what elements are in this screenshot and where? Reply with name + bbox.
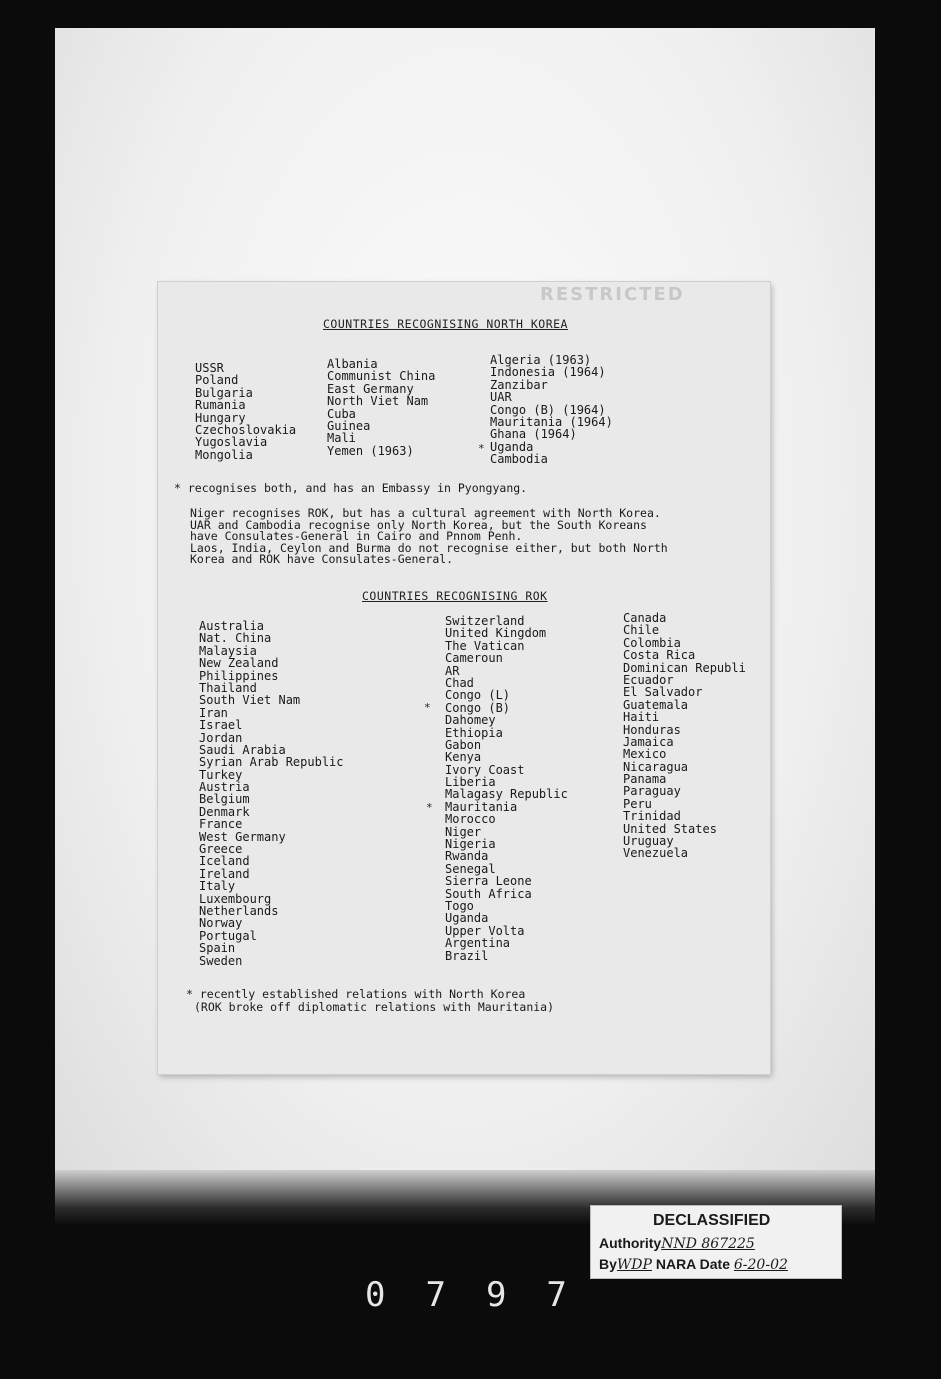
nara-date-label: NARA Date [655,1256,730,1272]
country-name: Uganda [490,439,534,454]
country-name: Belgium [199,792,250,807]
country-name: Dahomey [445,713,496,728]
country-name: Ecuador [623,672,674,687]
country-name: Ivory Coast [445,762,525,777]
congo-b-asterisk: * [424,701,431,714]
by-label: By [599,1256,617,1272]
country-name: Trinidad [623,809,681,824]
country-name: Malagasy Republic [445,787,568,802]
country-name: Jordan [199,730,243,745]
country-name: Congo (B) [445,700,511,715]
country-name: United Kingdom [445,626,547,641]
country-name: Poland [195,373,239,388]
country-name: Kenya [445,750,482,765]
country-name: Chile [623,623,660,638]
country-name: USSR [195,361,224,375]
country-name: Sweden [199,953,243,968]
country-name: UAR [490,390,512,405]
country-name: Panama [623,772,667,787]
country-name: Morocco [445,812,496,827]
authority-row [599,1235,755,1252]
rok-heading: COUNTRIES RECOGNISING ROK [362,589,548,603]
country-name: Luxembourg [199,891,272,906]
country-name: Mali [327,431,356,446]
country-name: North Viet Nam [327,394,429,409]
paragraph-line: Korea and ROK have Consulates-General. [190,552,454,566]
paragraph-line: Laos, India, Ceylon and Burma do not recognise either, but both North [190,540,668,555]
country-name: Communist China [327,369,436,384]
country-name: Ethiopia [445,725,503,740]
mauritania-asterisk: * [426,801,433,814]
country-name: South Viet Nam [199,693,301,708]
country-name: Iran [199,705,228,720]
country-name: Uruguay [623,834,674,849]
country-name: France [199,817,243,832]
country-name: Rwanda [445,849,489,864]
country-name: Ghana (1964) [490,427,577,442]
country-name: Yugoslavia [195,435,268,450]
country-name: Congo (B) (1964) [490,402,606,417]
country-name: Turkey [199,767,243,782]
country-name: Liberia [445,775,496,790]
country-name: Austria [199,780,250,795]
country-name: Mexico [623,747,667,762]
country-name: Thailand [199,680,257,695]
country-name: West Germany [199,829,286,844]
country-name: Italy [199,879,236,894]
uganda-asterisk: * [478,442,485,455]
country-name: Bulgaria [195,385,253,400]
rok-footnote-line-2: (ROK broke off diplomatic relations with Mauritania) [194,1000,555,1014]
country-name: Algeria (1963) [490,353,592,367]
country-name: Niger [445,824,482,839]
country-name: New Zealand [199,656,279,671]
date-value: 6-20-02 [733,1257,788,1273]
country-name: El Salvador [623,685,703,700]
rok-footnote-line-1: * recently established relations with North Korea [186,987,526,1001]
country-name: Cameroun [445,651,503,666]
north-col-2 [327,358,435,457]
country-name: Dominican Republi [623,660,746,675]
country-name: Iceland [199,854,250,869]
country-name: Israel [199,718,243,733]
country-name: Ireland [199,866,250,881]
country-name: Chad [445,675,474,690]
declassified-stamp [590,1205,842,1279]
rok-col-3 [623,612,746,860]
country-name: Brazil [445,948,489,963]
country-name: Indonesia (1964) [490,365,606,380]
country-name: Jamaica [623,734,674,749]
country-name: Peru [623,796,652,811]
country-name: Switzerland [445,614,525,628]
country-name: Denmark [199,804,250,819]
country-name: Argentina [445,936,511,951]
country-name: Rumania [195,398,246,413]
country-name: AR [445,663,460,678]
country-name: Gabon [445,737,482,752]
north-col-3 [490,354,613,466]
north-footnote: * recognises both, and has an Embassy in Pyongyang. [174,481,528,495]
country-name: Albania [327,357,378,371]
paragraph-line: Niger recognises ROK, but has a cultural agreement with North Korea. [190,506,661,520]
country-name: Mauritania (1964) [490,414,613,429]
north-col-1 [195,362,296,461]
country-name: Zanzibar [490,377,548,392]
country-name: Yemen (1963) [327,443,414,458]
country-name: Mauritania [445,799,518,814]
country-name: Colombia [623,635,681,650]
country-name: Saudi Arabia [199,742,286,757]
country-name: Cuba [327,406,356,421]
country-name: Netherlands [199,903,279,918]
country-name: Guinea [327,418,371,433]
country-name: Portugal [199,928,257,943]
country-name: East Germany [327,381,414,396]
typed-document [158,282,770,1074]
authority-label: Authority [599,1235,662,1251]
country-name: Uganda [445,911,489,926]
country-name: Cambodia [490,452,548,467]
country-name: Guatemala [623,697,689,712]
country-name: South Africa [445,886,532,901]
country-name: Spain [199,941,236,956]
country-name: Congo (L) [445,688,511,703]
declassified-title: DECLASSIFIED [653,1212,771,1229]
rok-col-1 [199,620,344,967]
country-name: Mongolia [195,447,253,462]
country-name: The Vatican [445,638,525,653]
country-name: Togo [445,898,474,913]
frame-number: 0797 [365,1275,607,1315]
country-name: Honduras [623,722,681,737]
country-name: Czechoslovakia [195,422,297,437]
country-name: Nat. China [199,631,272,646]
paragraph-line: UAR and Cambodia recognise only North Korea, but the South Koreans [190,517,647,532]
restricted-stamp: RESTRICTED [540,284,685,305]
country-name: Nigeria [445,837,496,852]
country-name: Venezuela [623,846,689,861]
country-name: Greece [199,842,243,857]
country-name: United States [623,821,717,836]
rok-col-2 [445,615,568,962]
by-row [599,1256,788,1273]
north-korea-heading: COUNTRIES RECOGNISING NORTH KOREA [323,317,568,331]
country-name: Hungary [195,410,246,425]
country-name: Costa Rica [623,648,696,663]
relations-paragraph [190,508,668,566]
country-name: Philippines [199,668,279,683]
country-name: Norway [199,916,243,931]
country-name: Malaysia [199,643,257,658]
by-value: WDP [616,1257,652,1273]
country-name: Paraguay [623,784,681,799]
paragraph-line: have Consulates-General in Cairo and Pnnom Penh. [190,529,523,543]
country-name: Syrian Arab Republic [199,755,344,770]
country-name: Nicaragua [623,759,689,774]
country-name: Canada [623,611,667,625]
country-name: Senegal [445,861,496,876]
country-name: Haiti [623,710,660,725]
country-name: Sierra Leone [445,874,532,889]
country-name: Australia [199,619,265,633]
authority-value: NND 867225 [661,1236,755,1252]
country-name: Upper Volta [445,923,525,938]
